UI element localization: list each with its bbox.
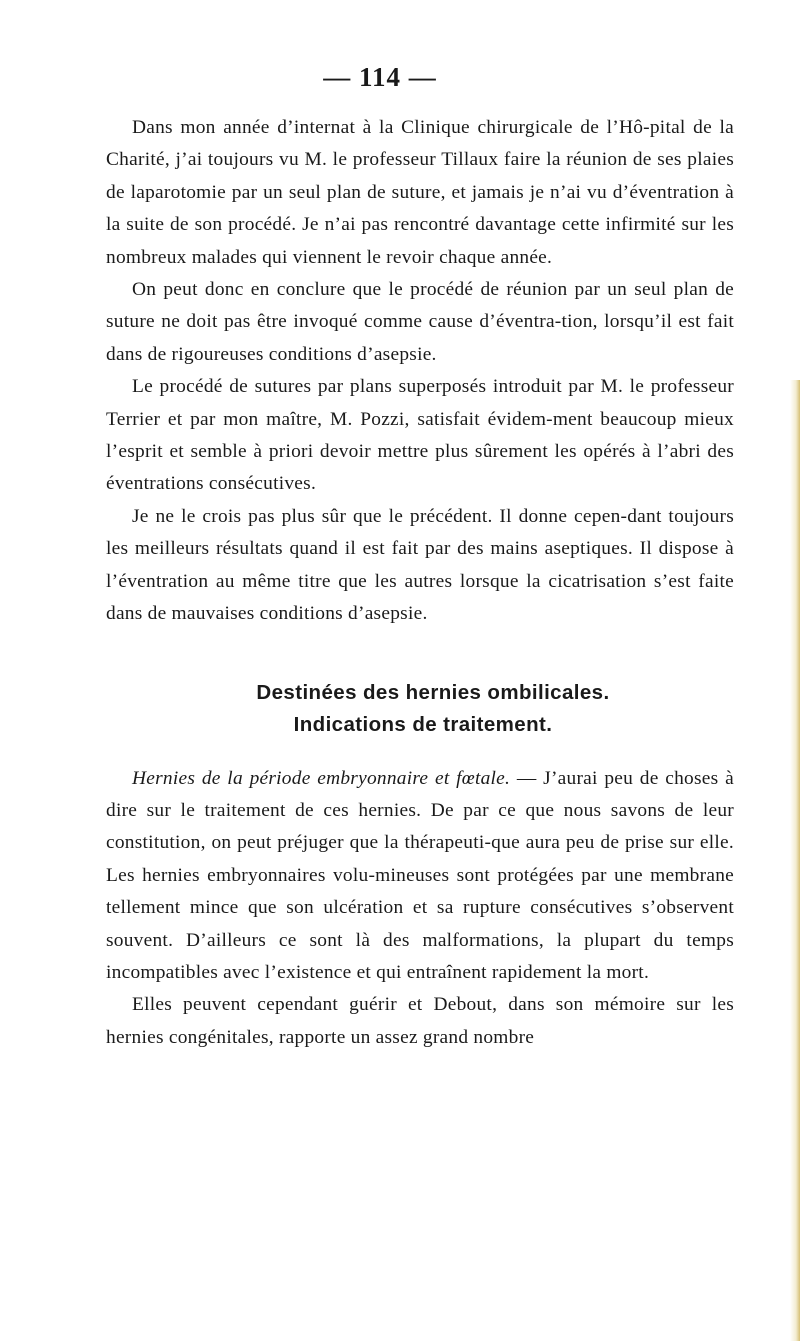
paragraph-lead-rest: — J’aurai peu de choses à dire sur le traitement de ces hernies. De par ce que nous savons de leur constitution, on peut préjuger que la thérapeuti-que aura peu de prise sur elle. Les hernies embryonnaires volu-mineuses sont protégées par une membrane tellement mince que son ulcération et sa rupture consécutives s’observent souvent. D’ailleurs ce sont là des malformations, la plupart du temps incompatibles avec l’existence et qui entraînent rapidement la mort.: [106, 767, 734, 983]
section-subtitle: Indications de traitement.: [293, 712, 553, 736]
section-heading: [106, 677, 734, 741]
section-title: Destinées des hernies ombilicales.: [256, 680, 610, 704]
page-edge-shadow: [790, 380, 800, 1341]
paragraph-hernies-embryonnaires: [106, 763, 734, 990]
body-text: [106, 112, 734, 1054]
paragraph-lead-italic: Hernies de la période embryonnaire et fœtale.: [132, 767, 511, 789]
paragraph-conclusion: On peut donc en conclure que le procédé de réunion par un seul plan de suture ne doit pas être invoqué comme cause d’éventra-tion, lorsqu’il est fait dans de rigoureuses conditions d’asepsie.: [106, 279, 734, 365]
paragraph-internat: Dans mon année d’internat à la Clinique chirurgicale de l’Hô-pital de la Charité, j’ai toujours vu M. le professeur Tillaux faire la réunion de ses plaies de laparotomie par un seul plan de suture, et jamais je n’ai vu d’éventration à la suite de son procédé. Je n’ai pas rencontré davantage cette infirmité sur les nombreux malades qui viennent le revoir chaque année.: [106, 117, 734, 268]
paragraph-guerison: Elles peuvent cependant guérir et Debout, dans son mémoire sur les hernies congénitales, rapporte un assez grand nombre: [106, 994, 734, 1048]
paragraph-sutures-superposees: Le procédé de sutures par plans superposés introduit par M. le professeur Terrier et par mon maître, M. Pozzi, satisfait évidem-ment beaucoup mieux l’esprit et semble à priori devoir mettre plus sûrement les opérés à l’abri des éventrations consécutives.: [106, 376, 734, 495]
paragraph-precedent: Je ne le crois pas plus sûr que le précédent. Il donne cepen-dant toujours les meilleurs résultats quand il est fait par des mains aseptiques. Il dispose à l’éventration au même titre que les autres lorsque la cicatrisation s’est faite dans de mauvaises conditions d’asepsie.: [106, 505, 734, 625]
page-number: — 114 —: [323, 62, 437, 92]
